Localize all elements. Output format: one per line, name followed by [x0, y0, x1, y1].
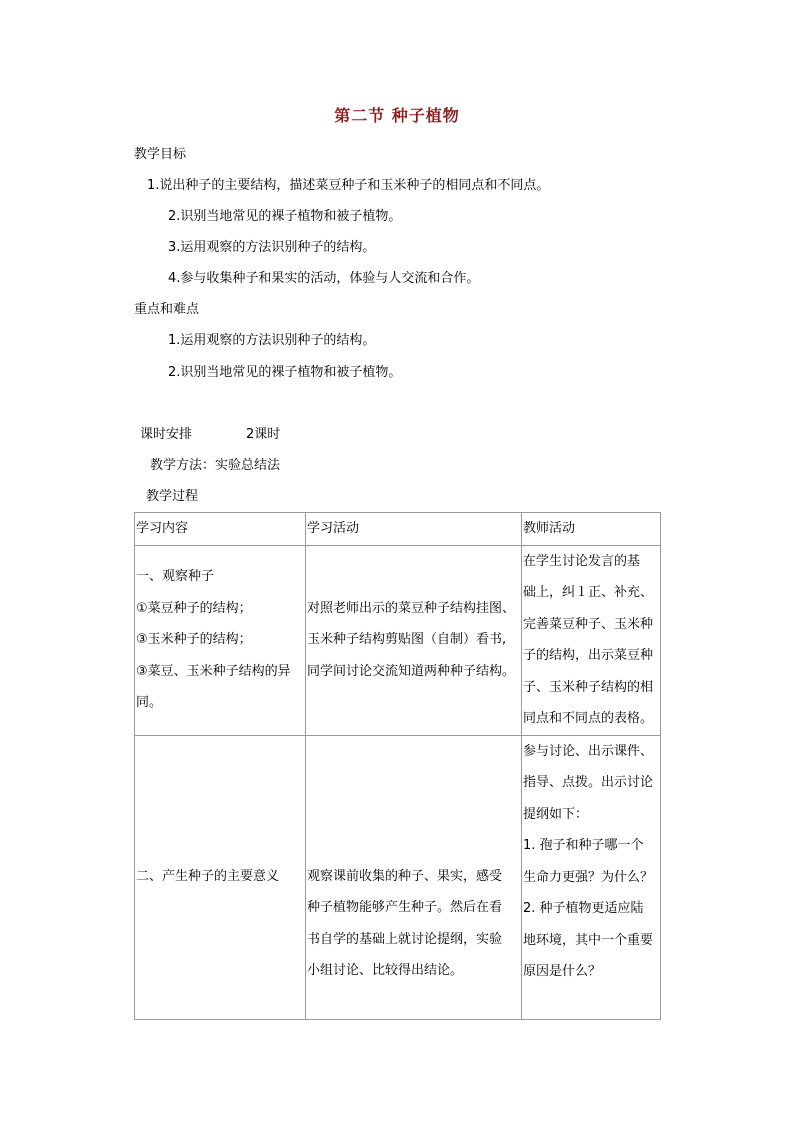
cell-line: 一、观察种子: [136, 569, 215, 585]
cell-line: 子、玉米种子结构的相: [523, 679, 654, 695]
cell-line: 2. 种子植物更适应陆: [523, 901, 644, 916]
objective-item: 2.识别当地常见的裸子植物和被子植物。: [168, 209, 402, 224]
cell-line: 生命力更强？为什么？: [523, 869, 654, 885]
cell-line: 同。: [136, 695, 163, 711]
cell-line: 书自学的基础上就讨论提纲，实验: [307, 931, 503, 947]
objective-item: 1.说出种子的主要结构，描述菜豆种子和玉米种子的相同点和不同点。: [147, 178, 550, 193]
table-row: [135, 735, 661, 1019]
cell-line: 参与讨论、出示课件、: [523, 743, 654, 759]
cell-line: ③玉米种子的结构；: [136, 632, 252, 648]
row2-teacher: [522, 735, 661, 1019]
cell-line: 玉米种子结构剪贴图（自制）看书,: [307, 632, 507, 648]
teaching-method: 教学方法：实验总结法: [150, 458, 281, 473]
cell-line: 同点和不同点的表格。: [523, 711, 654, 726]
cell-line: 指导、点拨。出示讨论: [523, 775, 654, 790]
cell-line: 1. 孢子和种子哪一个: [523, 838, 644, 853]
objective-item: 3.运用观察的方法识别种子的结构。: [168, 240, 376, 255]
row1-activity: [306, 545, 522, 735]
cell-line: 同学间讨论交流知道两种种子结构。: [307, 663, 516, 679]
process-heading: 教学过程: [146, 489, 199, 504]
table-row: [135, 545, 661, 735]
cell-line: 地环境，其中一个重要: [523, 932, 654, 948]
cell-line: 二、产生种子的主要意义: [136, 869, 280, 885]
process-table: [134, 512, 661, 1020]
schedule-value: 2课时: [246, 427, 281, 442]
cell-line: 子的结构，出示菜豆种: [523, 648, 654, 663]
cell-line: ③菜豆、玉米种子结构的异: [136, 663, 291, 679]
objectives-heading: 教学目标: [134, 147, 187, 162]
objective-item: 4.参与收集种子和果实的活动，体验与人交流和合作。: [168, 271, 480, 286]
row1-content: [135, 545, 306, 735]
page-title: 第二节 种子植物: [334, 106, 460, 125]
cell-line: 对照老师出示的菜豆种子结构挂图、: [307, 600, 516, 616]
cell-line: 原因是什么？: [523, 964, 602, 979]
keypoint-item: 2.识别当地常见的裸子植物和被子植物。: [168, 365, 402, 380]
cell-line: 种子植物能够产生种子。然后在看: [307, 900, 503, 915]
cell-line: 小组讨论、比较得出结论。: [307, 963, 464, 978]
row1-teacher: [522, 545, 661, 735]
keypoints-heading: 重点和难点: [134, 302, 200, 317]
table-header-row: [135, 513, 661, 546]
schedule-label: 课时安排: [140, 427, 193, 442]
cell-line: 在学生讨论发言的基: [523, 553, 641, 569]
header-content: 学习内容: [135, 513, 306, 546]
row2-content: [135, 735, 306, 1019]
header-teacher: 教师活动: [522, 513, 661, 546]
cell-line: 础上，纠１正、补充、: [523, 585, 654, 600]
cell-line: 观察课前收集的种子、果实，感受: [307, 868, 503, 884]
header-activity: 学习活动: [306, 513, 522, 546]
row2-activity: [306, 735, 522, 1019]
keypoint-item: 1.运用观察的方法识别种子的结构。: [168, 333, 376, 348]
cell-line: 提纲如下：: [523, 806, 589, 822]
cell-line: 完善菜豆种子、玉米种: [523, 616, 654, 632]
cell-line: ①菜豆种子的结构；: [136, 600, 252, 616]
